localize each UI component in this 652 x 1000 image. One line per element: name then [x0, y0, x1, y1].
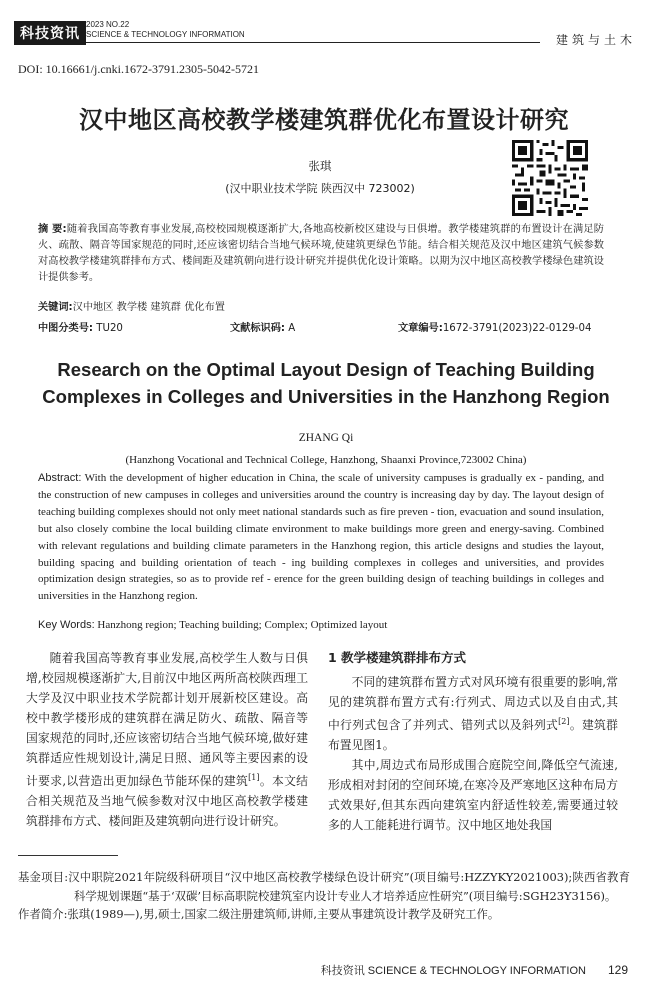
- abstract-chinese-text: 随着我国高等教育事业发展,高校校园规模逐渐扩大,各地高校新校区建设与日俱增。教学楼建筑群的布置设计在满足防火、疏散、隔音等国家规范的同时,还应该密切结合当地气候环境,使建筑更绿色节能。结合相关规范及汉中地区建筑气候参数对高校教学楼建筑群排布方式、楼间距及建筑朝向进行设计研究并提供优化设计策略。以期为汉中地区高校教学楼绿色建筑设计提供参考。: [38, 224, 604, 283]
- clc-number: 中图分类号: TU20: [38, 323, 123, 334]
- classification-row: [38, 319, 604, 335]
- citation-2[interactable]: [2]: [558, 717, 570, 726]
- abstract-chinese-label: 摘 要:: [38, 224, 67, 235]
- abstract-english-label: Abstract:: [38, 472, 82, 484]
- intro-paragraph: 随着我国高等教育事业发展,高校学生人数与日俱增,校园规模逐渐扩大,目前汉中地区两所高校陕西理工大学及汉中职业技术学院都计划开展新校区建设。高校中教学楼形成的建筑群在满足防火、疏散、隔音等国家规范的同时,还应该密切结合当地气候环境,做好建筑群适应性规划设计,满足日照、通风等主要因素的设计要求,以营造出更加绿色节能环保的建筑[1]。本文结合相关规范及当地气候参数对汉中地区高校教学楼建筑群排布方式、楼间距及建筑朝向进行设计研究。: [26, 651, 308, 828]
- body-column-right: [328, 648, 618, 835]
- issue-number: 2023 NO.22: [86, 20, 130, 29]
- keywords-english-label: Key Words:: [38, 619, 95, 631]
- keywords-chinese-label: 关键词:: [38, 302, 73, 313]
- abstract-english: [38, 470, 604, 605]
- footnote-divider: [18, 855, 118, 856]
- header-rule: [86, 42, 540, 43]
- keywords-chinese: [38, 298, 225, 313]
- magazine-english-name: SCIENCE & TECHNOLOGY INFORMATION: [86, 30, 245, 39]
- footer-magazine: 科技资讯 SCIENCE & TECHNOLOGY INFORMATION: [320, 965, 586, 977]
- page-number: 129: [607, 963, 628, 977]
- keywords-chinese-text: 汉中地区 教学楼 建筑群 优化布置: [72, 302, 225, 313]
- author-chinese: 张琪: [308, 159, 332, 173]
- author-bio-note: 作者简介:张琪(1989—),男,硕士,国家二级注册建筑师,讲师,主要从事建筑设计教学及研究工作。: [18, 907, 500, 921]
- magazine-logo: 科技资讯: [14, 21, 86, 45]
- page-footer: [321, 962, 628, 978]
- article-number: 文章编号:1672-3791(2023)22-0129-04: [398, 323, 592, 334]
- issue-info: [86, 20, 245, 40]
- citation-1[interactable]: [1]: [248, 773, 260, 782]
- qr-code-icon[interactable]: [512, 140, 588, 216]
- author-english: ZHANG Qi: [298, 432, 354, 444]
- affiliation-english: (Hanzhong Vocational and Technical College, Hanzhong, Shaanxi Province,723002 China): [125, 454, 527, 466]
- title-chinese: 汉中地区高校教学楼建筑群优化布置设计研究: [79, 106, 569, 134]
- section-paragraph-1: 不同的建筑群布置方式对风环境有很重要的影响,常见的建筑群布置方式有:行列式、周边式以及自由式,其中行列式包含了并列式、错列式以及斜列式[2]。建筑群布置见图1。: [328, 675, 618, 752]
- affiliation-chinese: (汉中职业技术学院 陕西汉中 723002): [225, 182, 415, 195]
- keywords-english-text: Hanzhong region; Teaching building; Complex; Optimized layout: [97, 619, 388, 631]
- section-name: 建筑与土木: [555, 33, 636, 47]
- document-code: 文献标识码: A: [230, 323, 296, 334]
- section-paragraph-2: 其中,周边式布局形成围合庭院空间,降低空气流速,形成相对封闭的空间环境,在寒冷及严寒地区这种布局方式效果好,但其东西向建筑室内舒适性较差,需要通过较多的人工能耗进行调节。汉中地区地处我国: [328, 757, 618, 832]
- fund-note: 基金项目:汉中职院2021年院级科研项目“汉中地区高校教学楼绿色设计研究”(项目编号:HZZYKY2021003);陕西省教育科学规划课题“基于‘双碳’目标高职院校建筑室内设计专业人才培养适应性研究”(项目编号:SGH23Y3156)。: [18, 870, 631, 903]
- footnotes: [18, 868, 630, 924]
- abstract-chinese: [38, 222, 604, 286]
- keywords-english: [38, 619, 387, 631]
- body-column-left: [26, 648, 308, 831]
- page-header: [14, 18, 640, 48]
- title-english: Research on the Optimal Layout Design of Teaching Building Complexes in Colleges and Universities in the Hanzhong Region: [42, 359, 610, 407]
- abstract-english-text: With the development of higher education in China, the scale of university campuses is gradually ex - panding, and the construction of new campuses in colleges and universities around the country is increasing day by day. The layout design of teaching building complexes should not only meet national standards such as fire preven - tion, evacuation and sound insulation, but also closely combine the local building climate environment to make buildings more green and energy-saving. Combined with relevant regulations and building climate parameters in the Hanzhong region, this article designs and studies the layout, building spacing and building orientation of teach - ing building complexes in colleges and universities, and provides optimization design strategies, so as to provide ref - erence for the green building design of teaching buildings in colleges and universities in the Hanzhong region.: [38, 472, 604, 603]
- section-heading: 1 教学楼建筑群排布方式: [328, 650, 467, 665]
- doi[interactable]: DOI: 10.16661/j.cnki.1672-3791.2305-5042-5721: [18, 62, 259, 76]
